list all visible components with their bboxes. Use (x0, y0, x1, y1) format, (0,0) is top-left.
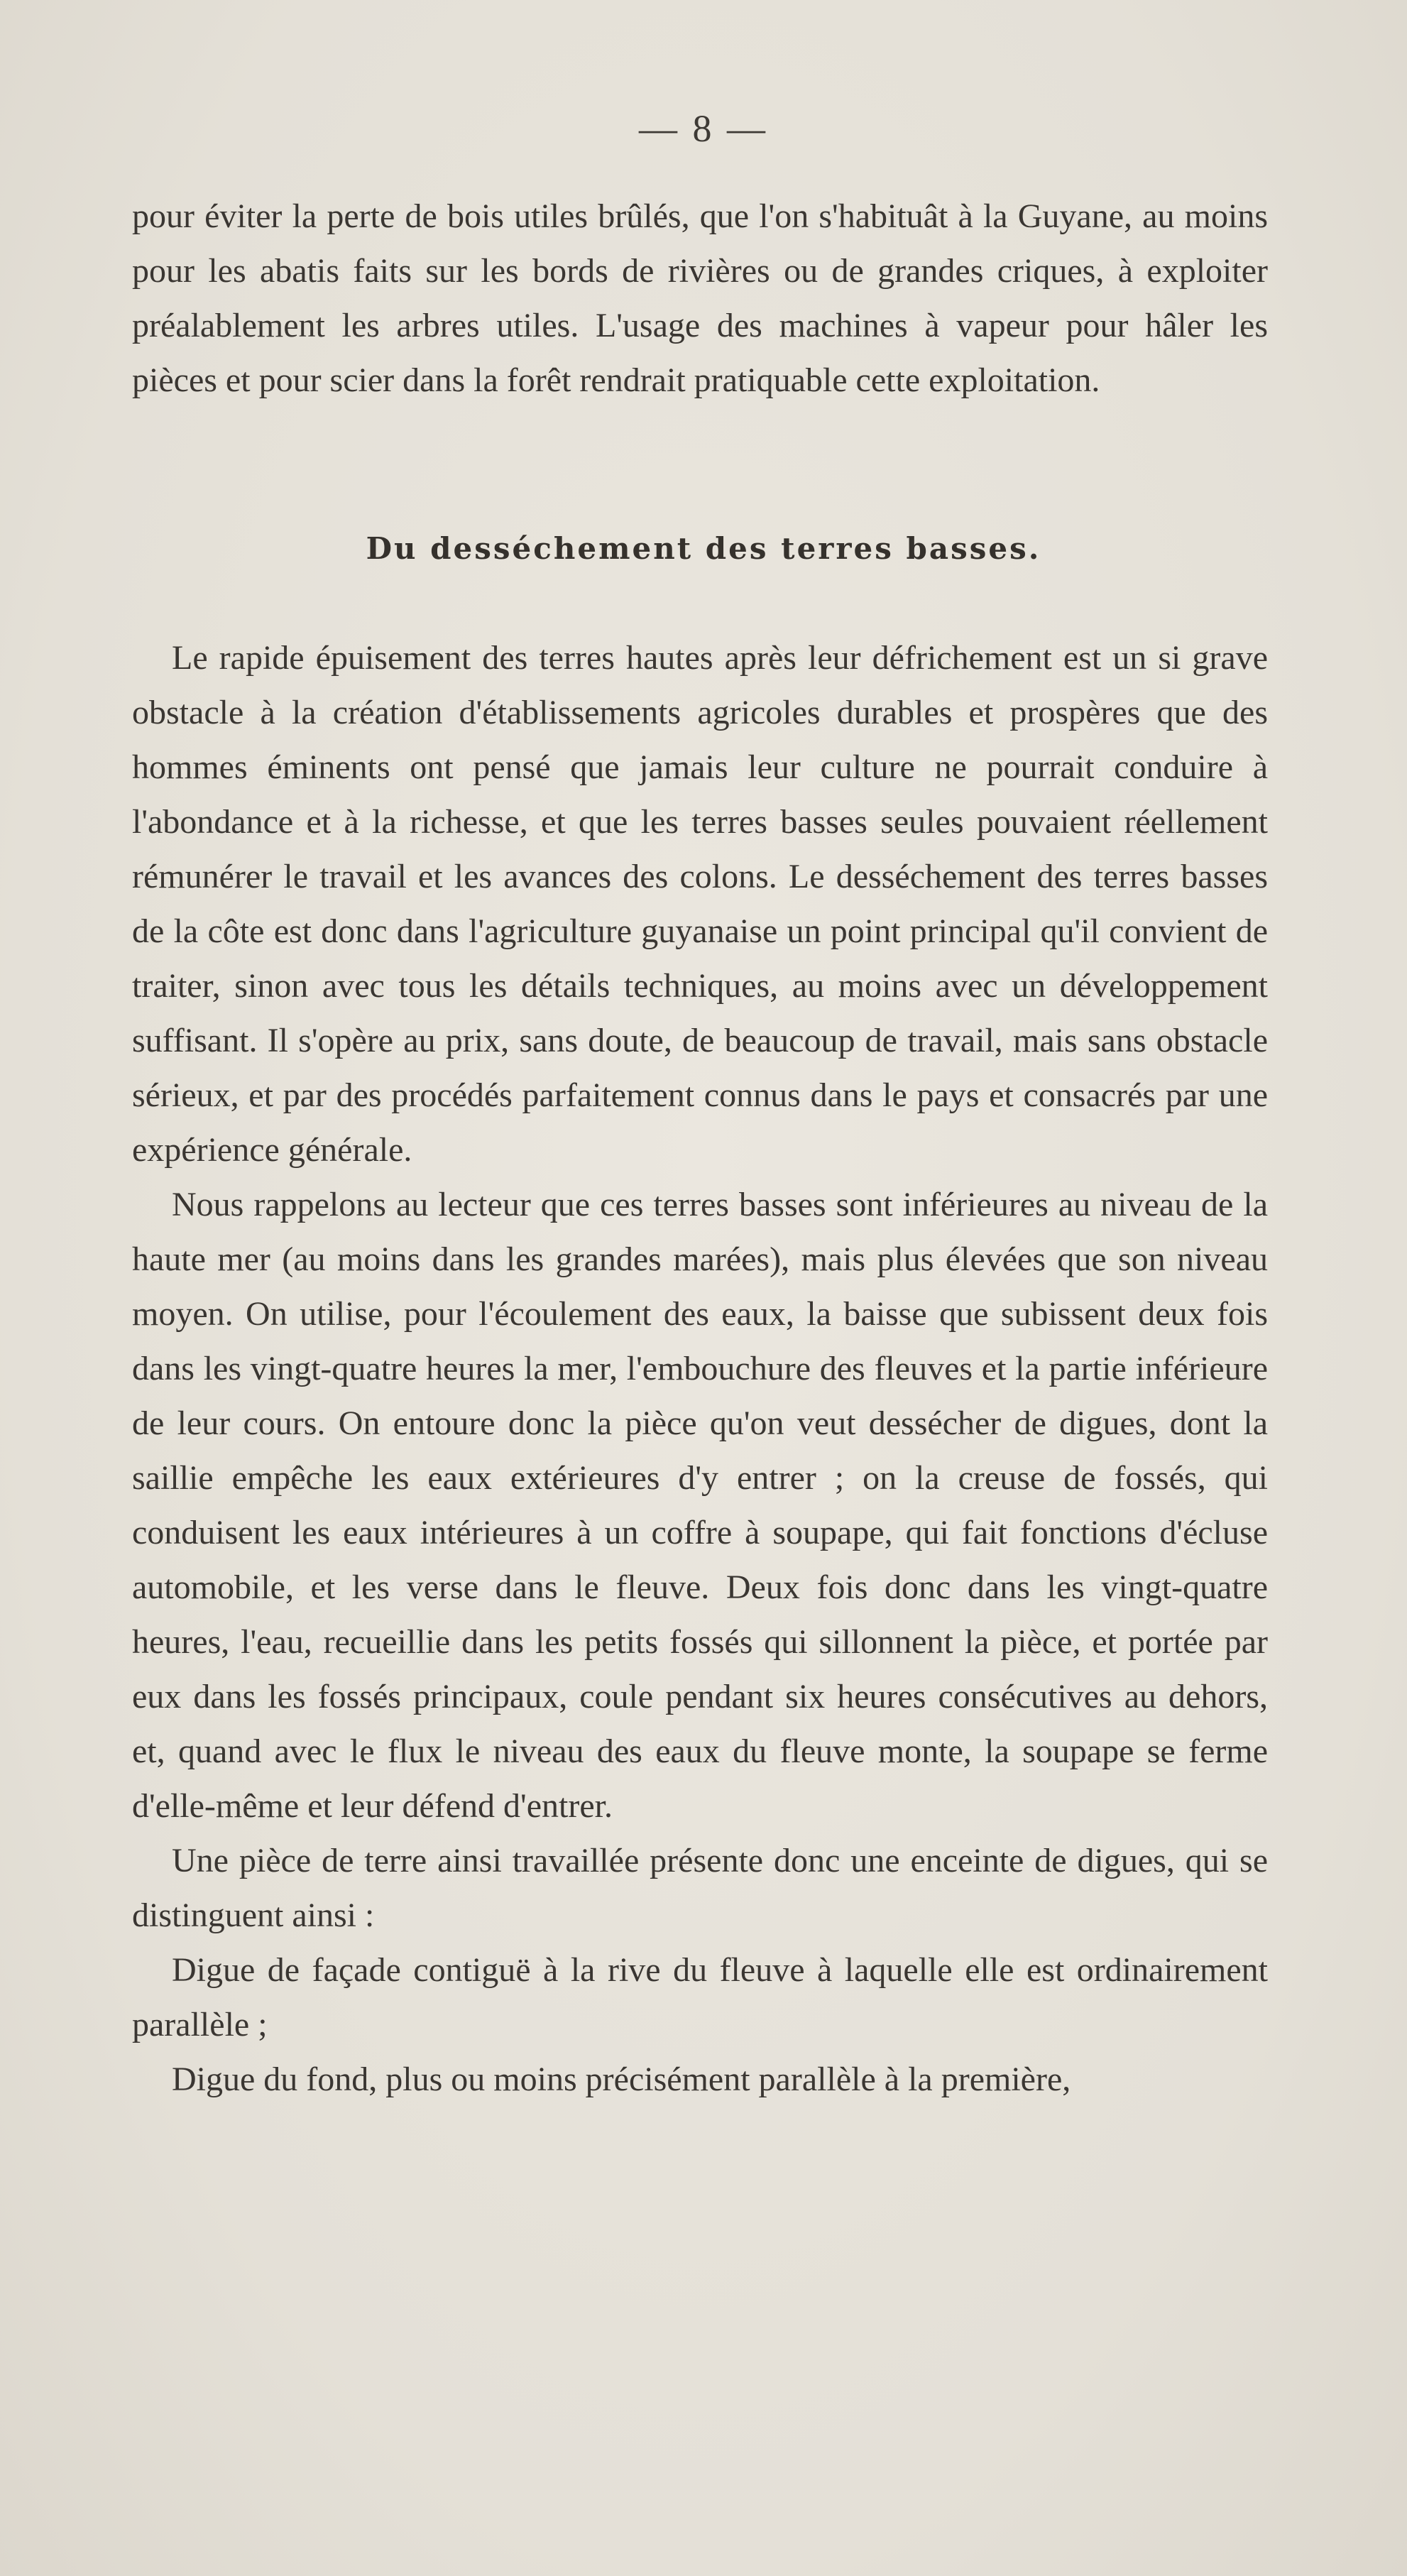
intro-block (132, 189, 1268, 408)
body-text (132, 631, 1268, 2107)
intro-paragraph: pour éviter la perte de bois utiles brûlés, que l'on s'habituât à la Guyane, au moins pour les abatis faits sur les bords de rivières ou de grandes criques, à exploiter préalablement les arbres utiles. L'usage des machines à vapeur pour hâler les pièces et pour scier dans la forêt rendrait pratiquable cette exploitation. (132, 197, 1268, 399)
paragraph-3: Une pièce de terre ainsi travaillée présente donc une enceinte de digues, qui se distinguent ainsi : (132, 1842, 1268, 1934)
paragraph-2: Nous rappelons au lecteur que ces terres basses sont inférieures au niveau de la haute mer (au moins dans les grandes marées), mais plus élevées que son niveau moyen. On utilise, pour l'écoulement des eaux, la baisse que subissent deux fois dans les vingt-quatre heures la mer, l'embouchure des fleuves et la partie inférieure de leur cours. On entoure donc la pièce qu'on veut dessécher de digues, dont la saillie empêche les eaux extérieures d'y entrer ; on la creuse de fossés, qui conduisent les eaux intérieures à un coffre à soupape, qui fait fonctions d'écluse automobile, et les verse dans le fleuve. Deux fois donc dans les vingt-quatre heures, l'eau, recueillie dans les petits fossés qui sillonnent la pièce, et portée par eux dans les fossés principaux, coule pendant six heures consécutives au dehors, et, quand avec le flux le niveau des eaux du fleuve monte, la soupape se ferme d'elle-même et leur défend d'entrer. (132, 1186, 1268, 1825)
paragraph-5: Digue du fond, plus ou moins précisément parallèle à la première, (172, 2061, 1071, 2098)
paragraph-1: Le rapide épuisement des terres hautes après leur défrichement est un si grave obstacle à la création d'établissements agricoles durables et prospères que des hommes éminents ont pensé que jamais leur culture ne pourrait conduire à l'abondance et à la richesse, et que les terres basses seules pouvaient réellement rémunérer le travail et les avances des colons. Le desséchement des terres basses de la côte est donc dans l'agriculture guyanaise un point principal qu'il convient de traiter, sinon avec tous les détails techniques, au moins avec un développement suffisant. Il s'opère au prix, sans doute, de beaucoup de travail, mais sans obstacle sérieux, et par des procédés parfaitement connus dans le pays et consacrés par une expérience générale. (132, 639, 1268, 1169)
page-number: — 8 — (639, 107, 768, 150)
section-title: Du desséchement des terres basses. (366, 531, 1041, 566)
paragraph-4: Digue de façade contiguë à la rive du fleuve à laquelle elle est ordinairement parallèle ; (132, 1951, 1268, 2043)
